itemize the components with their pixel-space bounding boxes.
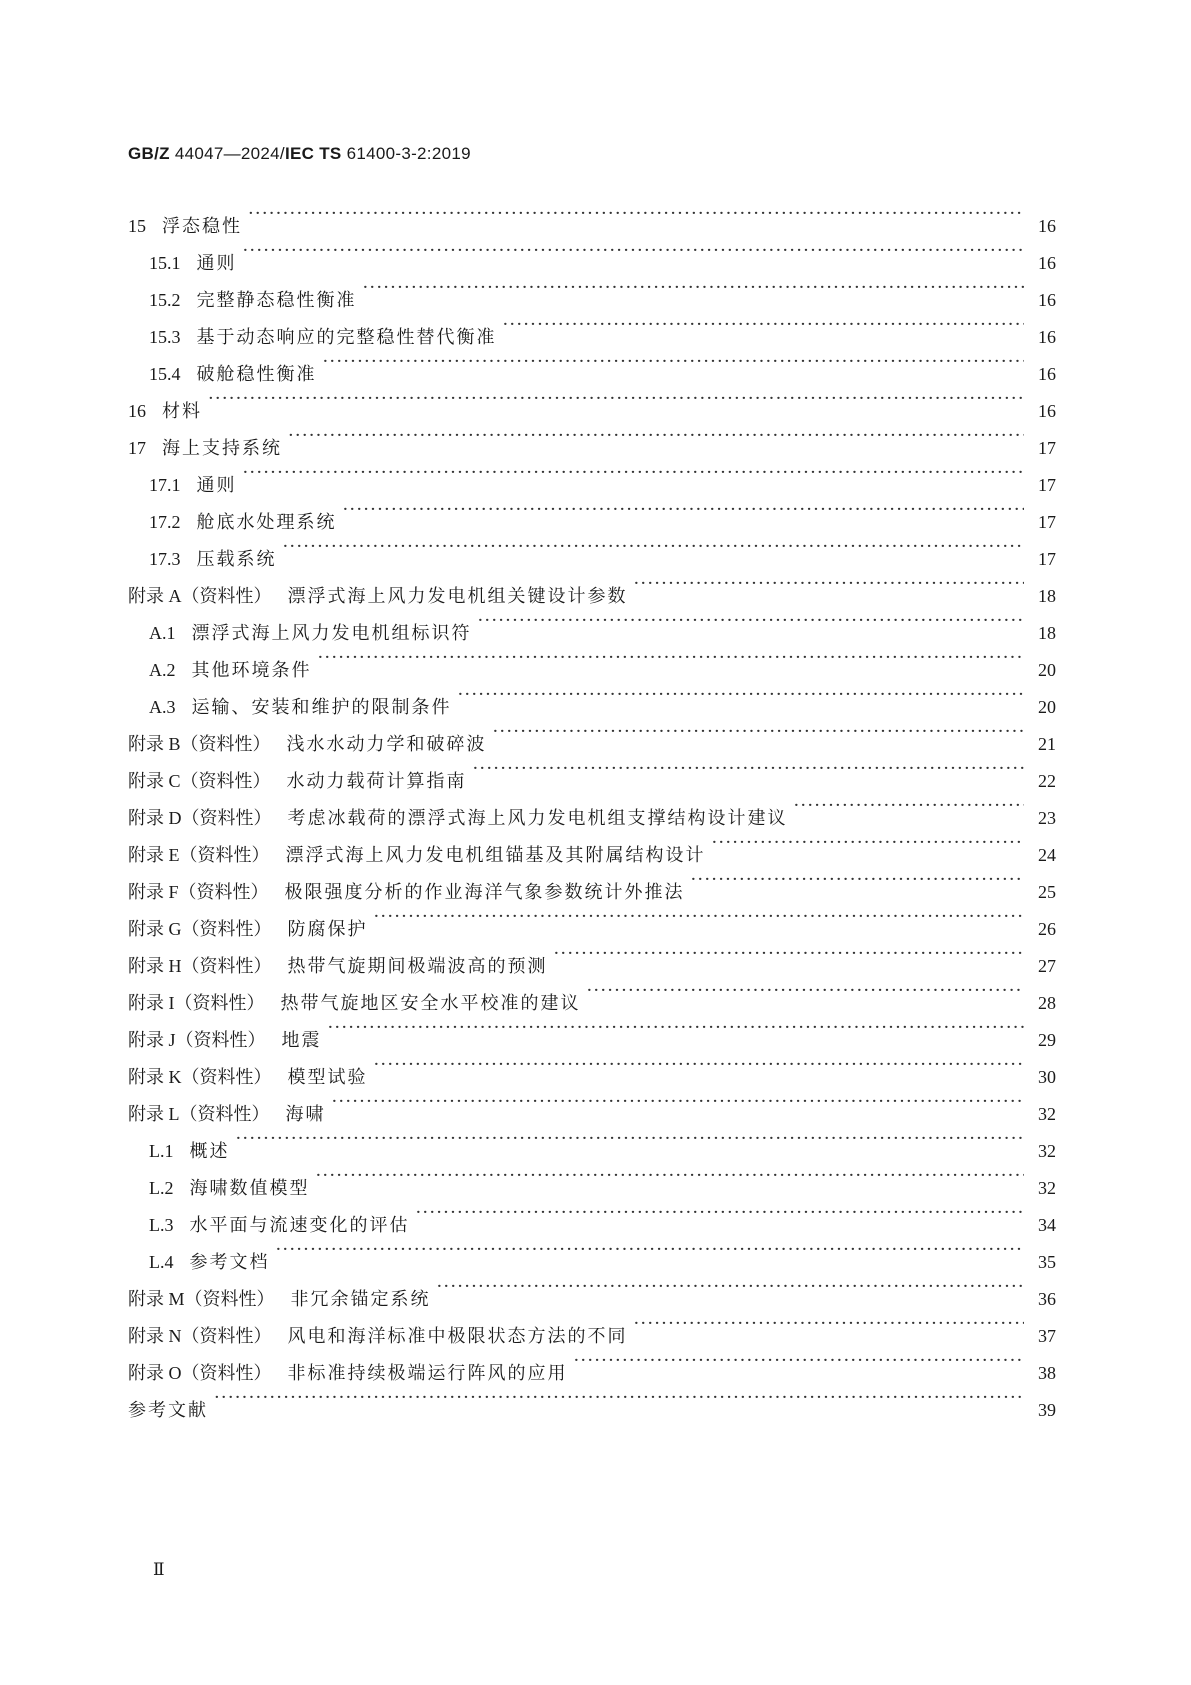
toc-entry[interactable] [128,1046,1056,1088]
toc-dot-leader [208,380,1024,417]
toc-entry-page: 20 [1038,697,1056,717]
toc-entry-page: 24 [1038,845,1056,865]
toc-dot-leader [473,750,1024,787]
toc-entry-title: 海啸数值模型 [189,1178,310,1199]
toc-entry-number: 附录 H（资料性） [128,956,272,976]
toc-entry-number: 附录 B（资料性） [128,734,271,754]
toc-dot-leader [288,417,1024,454]
toc-entry-number: A.3 [149,697,176,717]
toc-dot-leader [316,1157,1025,1194]
toc-entry-title: 热带气旋地区安全水平校准的建议 [280,993,581,1014]
toc-entry-title: 浅水水动力学和破碎波 [286,734,487,755]
toc-dot-leader [458,676,1025,713]
toc-dot-leader [437,1268,1024,1305]
toc-entry-number: 附录 K（资料性） [128,1067,272,1087]
toc-entry-number: L.4 [149,1252,174,1272]
document-header [128,144,471,164]
toc-entry-title: 海啸 [285,1104,326,1125]
toc-entry[interactable] [128,491,1056,533]
toc-entry-number: 附录 J（资料性） [128,1030,266,1050]
toc-entry-number: A.2 [149,660,176,680]
toc-entry-title: 极限强度分析的作业海洋气象参数统计外推法 [284,882,685,903]
toc-entry-page: 27 [1038,956,1056,976]
toc-dot-leader [574,1342,1025,1379]
toc-dot-leader [363,269,1025,306]
toc-dot-leader [236,1120,1025,1157]
toc-entry-title: 破舱稳性衡准 [196,364,317,385]
toc-entry-title: 概述 [189,1141,230,1162]
toc-entry-page: 32 [1038,1104,1056,1124]
toc-entry-number: 附录 A（资料性） [128,586,272,606]
toc-entry-title: 非标准持续极端运行阵风的应用 [287,1363,568,1384]
toc-entry-page: 28 [1038,993,1056,1013]
toc-dot-leader [214,1379,1024,1416]
toc-entry-number: 17.3 [149,549,181,569]
toc-dot-leader [634,1305,1025,1342]
toc-entry-page: 21 [1038,734,1056,754]
toc-dot-leader [416,1194,1025,1231]
toc-entry-title: 漂浮式海上风力发电机组关键设计参数 [287,586,628,607]
toc-entry[interactable] [128,269,1056,311]
toc-entry-number: L.3 [149,1215,174,1235]
toc-entry[interactable] [128,1157,1056,1199]
toc-entry-page: 32 [1038,1141,1056,1161]
toc-entry-title: 完整静态稳性衡准 [196,290,357,311]
toc-entry-page: 16 [1038,253,1056,273]
toc-entry-page: 30 [1038,1067,1056,1087]
toc-entry-number: 附录 M（资料性） [128,1289,275,1309]
toc-entry-number: L.2 [149,1178,174,1198]
toc-entry-page: 16 [1038,401,1056,421]
toc-entry-page: 34 [1038,1215,1056,1235]
toc-entry[interactable] [128,454,1056,496]
toc-entry-number: 附录 D（资料性） [128,808,272,828]
toc-dot-leader [243,454,1025,491]
toc-entry[interactable] [128,232,1056,274]
toc-dot-leader [318,639,1025,676]
toc-entry-page: 25 [1038,882,1056,902]
toc-entry-number: 附录 C（资料性） [128,771,271,791]
toc-entry-number: L.1 [149,1141,174,1161]
table-of-contents [128,195,1056,1421]
page-number: Ⅱ [153,1560,165,1579]
toc-entry-title: 模型试验 [287,1067,368,1088]
toc-dot-leader [323,343,1025,380]
toc-dot-leader [691,861,1024,898]
toc-entry[interactable] [128,1120,1056,1162]
toc-entry-page: 39 [1038,1400,1056,1420]
toc-dot-leader [794,787,1025,824]
toc-entry-title: 舱底水处理系统 [196,512,337,533]
toc-entry-title: 热带气旋期间极端波高的预测 [287,956,548,977]
toc-entry[interactable] [128,195,1056,237]
toc-dot-leader [343,491,1025,528]
toc-entry-number: 附录 F（资料性） [128,882,269,902]
toc-dot-leader [493,713,1024,750]
toc-entry-number: A.1 [149,623,176,643]
toc-entry-title: 运输、安装和维护的限制条件 [191,697,452,718]
toc-entry-page: 16 [1038,216,1056,236]
toc-entry-title: 非冗余锚定系统 [290,1289,431,1310]
toc-entry-number: 15.4 [149,364,181,384]
toc-entry-page: 18 [1038,586,1056,606]
toc-dot-leader [374,898,1025,935]
toc-dot-leader [243,232,1025,269]
toc-dot-leader [276,1231,1025,1268]
toc-entry-title: 参考文献 [128,1400,208,1421]
toc-entry-page: 16 [1038,290,1056,310]
toc-entry-title: 地震 [281,1030,322,1051]
toc-entry-page: 29 [1038,1030,1056,1050]
toc-dot-leader [283,528,1025,565]
toc-entry-title: 通则 [196,475,237,496]
toc-entry-number: 15.3 [149,327,181,347]
toc-entry[interactable] [128,417,1056,459]
toc-entry[interactable] [128,380,1056,422]
toc-entry-number: 附录 N（资料性） [128,1326,272,1346]
toc-entry-title: 压载系统 [196,549,277,570]
toc-entry-title: 基于动态响应的完整稳性替代衡准 [196,327,497,348]
toc-entry-title: 其他环境条件 [191,660,312,681]
toc-entry-number: 附录 G（资料性） [128,919,272,939]
toc-entry-page: 17 [1038,475,1056,495]
toc-entry-page: 36 [1038,1289,1056,1309]
toc-entry[interactable] [128,1009,1056,1051]
toc-entry-title: 漂浮式海上风力发电机组标识符 [191,623,472,644]
toc-entry[interactable] [128,1379,1056,1421]
toc-entry-page: 17 [1038,512,1056,532]
toc-dot-leader [374,1046,1025,1083]
toc-entry-page: 35 [1038,1252,1056,1272]
toc-entry-title: 水平面与流速变化的评估 [189,1215,410,1236]
toc-entry-number: 15.1 [149,253,181,273]
iec-number: 61400-3-2:2019 [341,144,471,163]
toc-dot-leader [587,972,1025,1009]
toc-entry-page: 22 [1038,771,1056,791]
toc-entry-title: 材料 [162,401,202,422]
toc-entry-page: 16 [1038,364,1056,384]
toc-dot-leader [634,565,1025,602]
standard-prefix: GB/Z [128,144,170,163]
standard-number: 44047—2024/ [174,144,285,163]
toc-entry-number: 15 [128,216,146,236]
toc-entry-page: 37 [1038,1326,1056,1346]
toc-entry-number: 附录 O（资料性） [128,1363,272,1383]
toc-entry-title: 水动力载荷计算指南 [286,771,467,792]
toc-dot-leader [248,195,1024,232]
toc-entry-number: 17 [128,438,146,458]
toc-entry-title: 海上支持系统 [162,438,282,459]
toc-entry-title: 通则 [196,253,237,274]
toc-entry-page: 17 [1038,438,1056,458]
toc-entry-page: 20 [1038,660,1056,680]
toc-entry-number: 15.2 [149,290,181,310]
toc-entry-title: 防腐保护 [287,919,368,940]
toc-dot-leader [712,824,1025,861]
toc-entry-page: 32 [1038,1178,1056,1198]
toc-entry-title: 参考文档 [189,1252,270,1273]
toc-entry-number: 17.2 [149,512,181,532]
toc-entry-title: 考虑冰载荷的漂浮式海上风力发电机组支撑结构设计建议 [287,808,788,829]
toc-entry-number: 附录 E（资料性） [128,845,270,865]
toc-dot-leader [478,602,1025,639]
toc-entry-number: 附录 I（资料性） [128,993,265,1013]
toc-entry-number: 16 [128,401,146,421]
toc-entry-page: 26 [1038,919,1056,939]
toc-entry-title: 浮态稳性 [162,216,242,237]
toc-dot-leader [554,935,1025,972]
toc-entry-page: 17 [1038,549,1056,569]
toc-dot-leader [328,1009,1024,1046]
toc-entry-title: 漂浮式海上风力发电机组锚基及其附属结构设计 [285,845,706,866]
iec-prefix: IEC TS [284,144,342,163]
toc-entry-page: 18 [1038,623,1056,643]
toc-entry-number: 附录 L（资料性） [128,1104,270,1124]
toc-entry-page: 23 [1038,808,1056,828]
toc-dot-leader [332,1083,1025,1120]
toc-entry-page: 38 [1038,1363,1056,1383]
toc-entry-number: 17.1 [149,475,181,495]
toc-entry-page: 16 [1038,327,1056,347]
toc-entry-title: 风电和海洋标准中极限状态方法的不同 [287,1326,628,1347]
toc-dot-leader [503,306,1025,343]
